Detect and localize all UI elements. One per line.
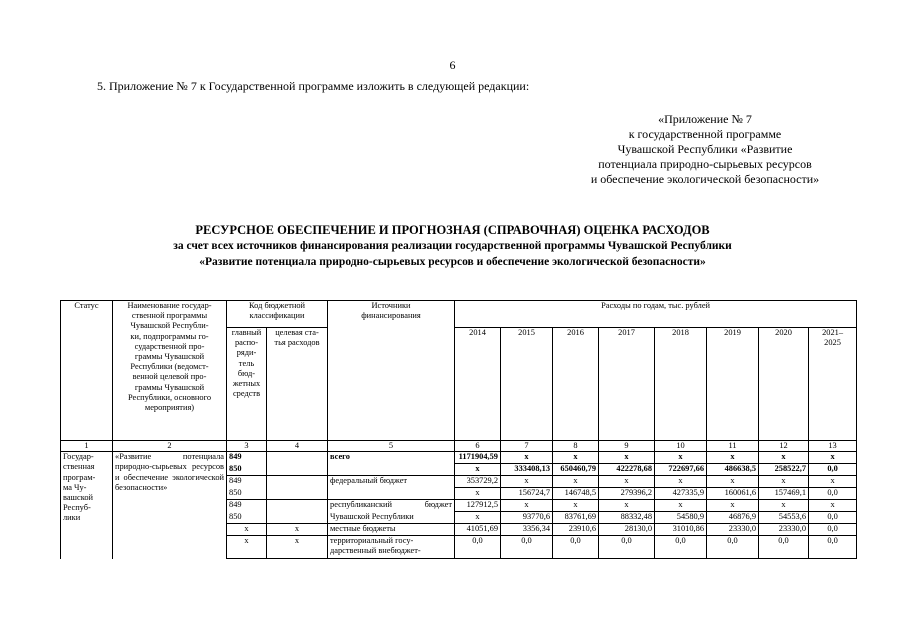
value-cell: 422278,68 [599, 464, 655, 476]
source-cell: Чувашской Республики [328, 512, 455, 524]
code-cell: 849 [227, 452, 267, 464]
value-cell: 160061,6 [707, 488, 759, 500]
value-cell: x [501, 476, 553, 488]
target-cell [267, 476, 328, 500]
value-cell: 0,0 [809, 488, 857, 500]
column-number: 13 [809, 441, 857, 452]
value-cell: 486638,5 [707, 464, 759, 476]
header-year: 2021– 2025 [809, 328, 857, 441]
value-cell: x [809, 452, 857, 464]
value-cell: 93770,6 [501, 512, 553, 524]
value-cell: x [501, 500, 553, 512]
status-cell: Государ- ственная програм- ма Чу- вашской Респуб- лики [61, 452, 113, 559]
table-row [61, 452, 857, 464]
appendix-line: потенциала природно-сырьевых ресурсов [598, 157, 812, 171]
resource-table [60, 300, 857, 559]
value-cell: 0,0 [759, 536, 809, 559]
value-cell: x [809, 500, 857, 512]
value-cell: x [655, 476, 707, 488]
heading-line-1: РЕСУРСНОЕ ОБЕСПЕЧЕНИЕ И ПРОГНОЗНАЯ (СПРАВОЧНАЯ) ОЦЕНКА РАСХОДОВ [195, 223, 710, 237]
value-cell: 146748,5 [553, 488, 599, 500]
value-cell: 353729,2 [455, 476, 501, 488]
heading-line-2: за счет всех источников финансирования реализации государственной программы Чувашской Республики [173, 240, 732, 252]
code-cell: x [227, 524, 267, 536]
value-cell: 0,0 [553, 536, 599, 559]
value-cell: x [759, 452, 809, 464]
header-sources: Источники финансирования [328, 301, 455, 441]
value-cell: x [553, 452, 599, 464]
program-name-cell: «Развитие потенциала природно-сырьевых ресурсов и обеспечение экологической безопасности» [113, 452, 227, 559]
header-status: Статус [61, 301, 113, 441]
column-number: 1 [61, 441, 113, 452]
value-cell: 0,0 [599, 536, 655, 559]
appendix-line: Чувашской Республики «Развитие [617, 142, 793, 156]
value-cell: 427335,9 [655, 488, 707, 500]
appendix-line: «Приложение № 7 [658, 112, 752, 126]
code-cell: 850 [227, 512, 267, 524]
header-expenses: Расходы по годам, тыс. рублей [455, 301, 857, 328]
value-cell: 23330,0 [759, 524, 809, 536]
header-year: 2016 [553, 328, 599, 441]
column-number: 9 [599, 441, 655, 452]
value-cell: x [599, 452, 655, 464]
value-cell: 23910,6 [553, 524, 599, 536]
value-cell: x [455, 464, 501, 476]
page-number: 6 [449, 58, 456, 72]
value-cell: 83761,69 [553, 512, 599, 524]
column-number-row [61, 441, 857, 452]
column-number: 6 [455, 441, 501, 452]
value-cell: 0,0 [809, 464, 857, 476]
value-cell: x [707, 452, 759, 464]
header-year: 2014 [455, 328, 501, 441]
value-cell: x [707, 500, 759, 512]
value-cell: 0,0 [809, 524, 857, 536]
appendix-line: и обеспечение экологической безопасности» [590, 172, 820, 186]
column-number: 12 [759, 441, 809, 452]
value-cell: 279396,2 [599, 488, 655, 500]
header-year: 2018 [655, 328, 707, 441]
target-cell: x [267, 536, 328, 559]
value-cell: 722697,66 [655, 464, 707, 476]
column-number: 10 [655, 441, 707, 452]
value-cell: 88332,48 [599, 512, 655, 524]
intro-paragraph: 5. Приложение № 7 к Государственной программе изложить в следующей редакции: [97, 79, 530, 93]
source-cell: всего [328, 452, 455, 476]
source-cell: федеральный бюджет [328, 476, 455, 500]
source-cell: республиканский бюджет [328, 500, 455, 512]
value-cell: x [599, 500, 655, 512]
value-cell: 41051,69 [455, 524, 501, 536]
value-cell: x [655, 500, 707, 512]
column-number: 4 [267, 441, 328, 452]
value-cell: x [455, 512, 501, 524]
value-cell: 46876,9 [707, 512, 759, 524]
header-budget-code: Код бюджетной классификации [227, 301, 328, 328]
code-cell: 849 [227, 500, 267, 512]
value-cell: 127912,5 [455, 500, 501, 512]
header-year: 2020 [759, 328, 809, 441]
value-cell: 23330,0 [707, 524, 759, 536]
value-cell: 156724,7 [501, 488, 553, 500]
value-cell: x [455, 488, 501, 500]
header-main-manager: главный распо- ряди- тель бюд- жетных средств [227, 328, 267, 441]
code-cell: 849 [227, 476, 267, 488]
target-cell [267, 452, 328, 476]
value-cell: x [655, 452, 707, 464]
value-cell: 0,0 [809, 536, 857, 559]
value-cell: 258522,7 [759, 464, 809, 476]
code-cell: 850 [227, 488, 267, 500]
target-cell [267, 500, 328, 524]
appendix-note [560, 112, 850, 187]
header-name: Наименование государ- ственной программы Чувашской Республи- ки, подпрограммы го- сударственной про- граммы Чувашской Республики (ведомст- венной целевой про- граммы Чувашской Республики, основного мероприятия) [113, 301, 227, 441]
column-number: 3 [227, 441, 267, 452]
value-cell: x [809, 476, 857, 488]
column-number: 8 [553, 441, 599, 452]
value-cell: 0,0 [455, 536, 501, 559]
header-year: 2019 [707, 328, 759, 441]
value-cell: x [553, 476, 599, 488]
value-cell: 0,0 [809, 512, 857, 524]
target-cell: x [267, 524, 328, 536]
value-cell: x [553, 500, 599, 512]
value-cell: 650460,79 [553, 464, 599, 476]
value-cell: 0,0 [707, 536, 759, 559]
source-cell: территориальный госу- дарственный внебюджет- [328, 536, 455, 559]
header-target-item: целевая ста- тья расходов [267, 328, 328, 441]
document-heading [0, 222, 905, 270]
value-cell: x [707, 476, 759, 488]
value-cell: 28130,0 [599, 524, 655, 536]
value-cell: x [501, 452, 553, 464]
value-cell: 333408,13 [501, 464, 553, 476]
column-number: 11 [707, 441, 759, 452]
column-number: 5 [328, 441, 455, 452]
source-cell: местные бюджеты [328, 524, 455, 536]
value-cell: 54553,6 [759, 512, 809, 524]
value-cell: 157469,1 [759, 488, 809, 500]
value-cell: x [599, 476, 655, 488]
value-cell: x [759, 476, 809, 488]
value-cell: x [759, 500, 809, 512]
value-cell: 31010,86 [655, 524, 707, 536]
heading-line-3: «Развитие потенциала природно-сырьевых ресурсов и обеспечение экологической безопасности» [199, 256, 706, 268]
header-year: 2017 [599, 328, 655, 441]
value-cell: 0,0 [655, 536, 707, 559]
value-cell: 54580,9 [655, 512, 707, 524]
appendix-line: к государственной программе [628, 127, 782, 141]
value-cell: 0,0 [501, 536, 553, 559]
value-cell: 3356,34 [501, 524, 553, 536]
column-number: 2 [113, 441, 227, 452]
header-year: 2015 [501, 328, 553, 441]
value-cell: 1171904,59 [455, 452, 501, 464]
column-number: 7 [501, 441, 553, 452]
code-cell: 850 [227, 464, 267, 476]
code-cell: x [227, 536, 267, 559]
